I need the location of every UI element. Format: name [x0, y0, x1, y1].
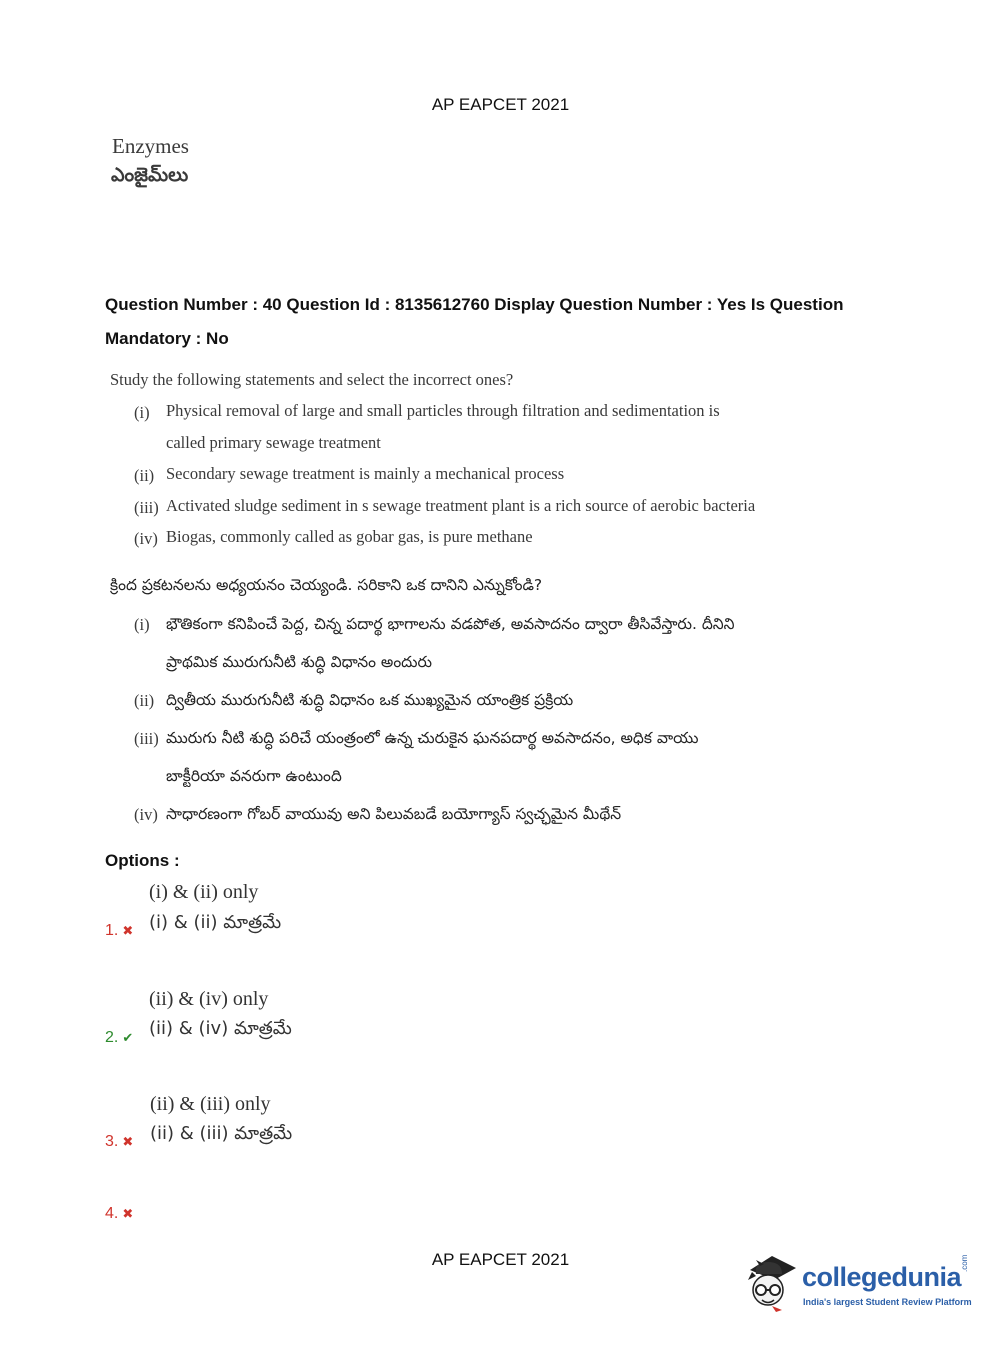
options-label: Options : [105, 851, 180, 870]
option-1-text-en: (i) & (ii) only [149, 881, 259, 903]
item-text: సాధారణంగా గోబర్ వాయువు అని పిలువబడే బయోగ్యాస్ స్వచ్ఛమైన మీథేన్ [166, 805, 622, 823]
page-footer: AP EAPCET 2021 [431, 1250, 570, 1269]
section-title-en: Enzymes [112, 134, 189, 158]
item-number: (i) [134, 615, 150, 634]
mascot-icon [742, 1250, 800, 1312]
item-number: (i) [134, 403, 150, 422]
section-title-te: ఎంజైమ్‌లు [111, 164, 189, 186]
logo-suffix: .com [960, 1254, 969, 1272]
option-4[interactable] [105, 1205, 133, 1223]
option-2[interactable] [105, 1029, 133, 1047]
page-header: AP EAPCET 2021 [431, 95, 570, 114]
question-prompt-te: క్రింద ప్రకటనలను అధ్యయనం చెయ్యండి. సరికాని ఒక దానిని ఎన్నుకోండి? [110, 576, 543, 594]
item-text: ప్రాథమిక మురుగునీటి శుద్ధి విధానం అందురు [166, 653, 433, 671]
question-meta-line2: Mandatory : No [105, 329, 229, 348]
option-3-text-en: (ii) & (iii) only [150, 1093, 271, 1115]
logo-wordmark: collegedunia [802, 1262, 962, 1292]
option-number: 2. [105, 1029, 119, 1046]
option-3[interactable] [105, 1133, 133, 1151]
item-number: (iv) [134, 805, 158, 824]
item-text: Biogas, commonly called as gobar gas, is pure methane [166, 527, 533, 546]
item-text: ద్వితీయ మురుగునీటి శుద్ధి విధానం ఒక ముఖ్యమైన యాంత్రిక ప్రక్రియ [166, 691, 574, 709]
wrong-mark-icon: ✖ [122, 923, 134, 938]
option-1[interactable] [105, 922, 133, 940]
option-2-text-te: (ii) & (iv) మాత్రమే [149, 1018, 292, 1039]
question-prompt-en: Study the following statements and select the incorrect ones? [110, 370, 514, 389]
logo-tagline: India's largest Student Review Platform [803, 1297, 972, 1307]
item-number: (iv) [134, 529, 158, 548]
option-number: 3. [105, 1133, 119, 1150]
correct-mark-icon: ✔ [122, 1030, 134, 1045]
wrong-mark-icon: ✖ [122, 1134, 134, 1149]
wrong-mark-icon: ✖ [122, 1206, 134, 1221]
item-text: బాక్టీరియా వనరుగా ఉంటుంది [166, 767, 342, 785]
item-number: (iii) [134, 498, 159, 517]
item-text: Secondary sewage treatment is mainly a mechanical process [166, 464, 565, 483]
option-3-text-te: (ii) & (iii) మాత్రమే [150, 1123, 293, 1144]
item-text: మురుగు నీటి శుద్ధి పరిచే యంత్రంలో ఉన్న చురుకైన ఘనపదార్థ అవసాదనం, అధిక వాయు [166, 729, 699, 747]
item-number: (iii) [134, 729, 159, 748]
option-number: 4. [105, 1205, 119, 1222]
item-number: (ii) [134, 466, 155, 485]
question-meta-line1: Question Number : 40 Question Id : 8135612760 Display Question Number : Yes Is Question [105, 295, 844, 314]
collegedunia-logo [742, 1250, 982, 1320]
item-text: Physical removal of large and small particles through filtration and sedimentation is [166, 401, 720, 420]
item-text: Activated sludge sediment in s sewage treatment plant is a rich source of aerobic bacteria [166, 496, 756, 515]
item-text: called primary sewage treatment [166, 433, 381, 452]
option-1-text-te: (i) & (ii) మాత్రమే [149, 912, 282, 933]
option-number: 1. [105, 922, 119, 939]
item-text: భౌతికంగా కనిపించే పెద్ద, చిన్న పదార్థ భాగాలను వడపోత, అవసాదనం ద్వారా తీసివేస్తారు. దీనిని [166, 615, 735, 633]
option-2-text-en: (ii) & (iv) only [149, 988, 269, 1010]
item-number: (ii) [134, 691, 155, 710]
